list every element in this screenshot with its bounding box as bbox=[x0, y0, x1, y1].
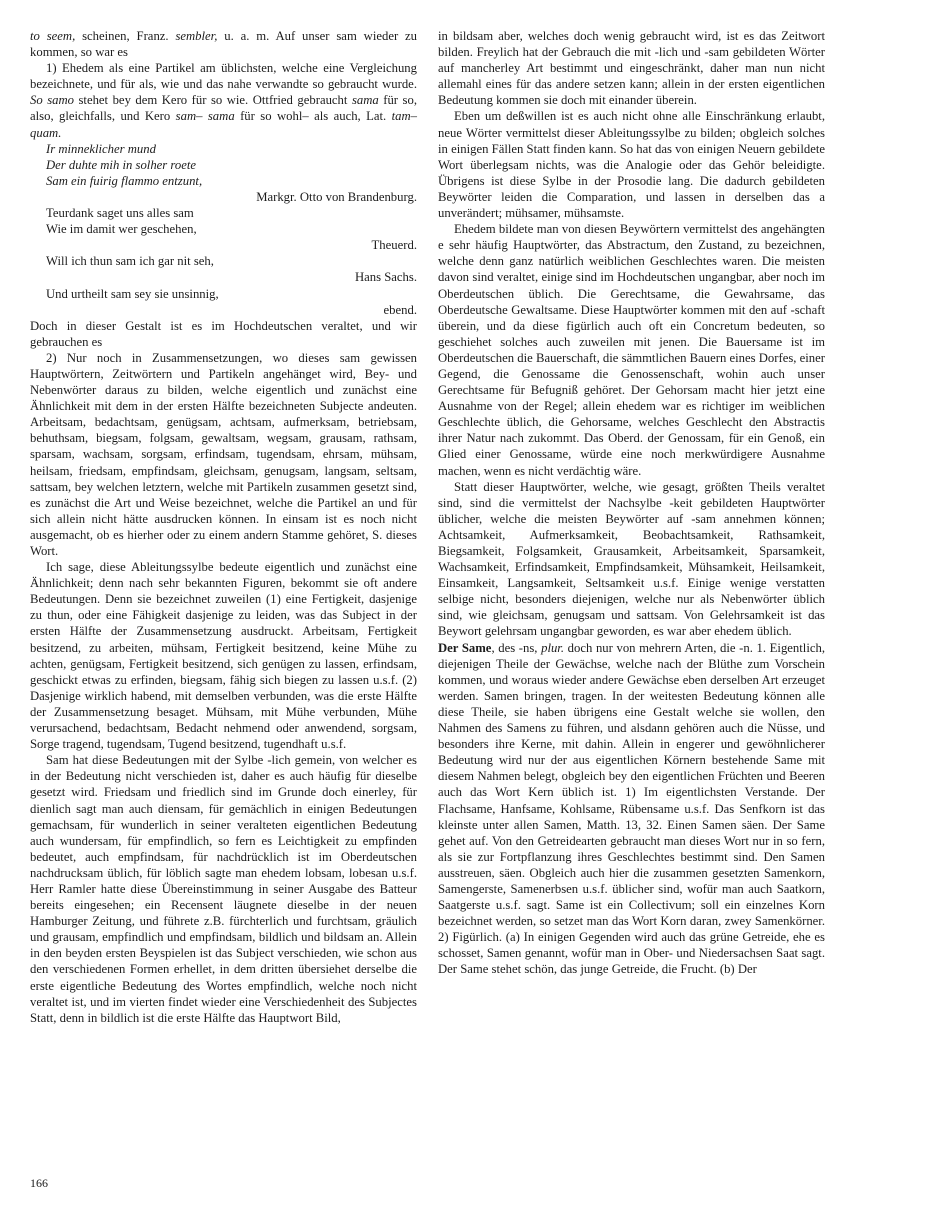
text-run: u. a. m. Auf unser sam wieder zu kommen, so war es bbox=[30, 29, 418, 60]
text-run: scheinen, Franz. bbox=[75, 29, 176, 43]
text-run: doch nur von mehrern Arten, die -n. 1. Eigentlich, diejenigen Theile der Gewächse, welche nach der Blüthe zum Vorschein kommen, und woraus wieder andere Gewächse eben derselben Art erzeuget werden. Samen bringen, tragen. In der weitesten Bedeutung können alle diese Theile, sie haben übrigens eine Gestalt welche sie wollen, den Nahmen des Samens zu führen, und alsdann gehören auch die Nüsse, und besonders ihre Kerne, mit dahin. Allein in engerer und gewöhnlicherer Bedeutung wird nur der aus eigentlichen Körnern bestehende Same mit diesem Nahmen belegt, obgleich bey den eigentlichen Früchten und Beeren auch das Wort Kern üblich ist. 1) Im eigentlichsten Verstande. Der Flachsame, Hanfsame, Kohlsame, Rübensame u.s.f. Das Senfkorn ist das kleinste unter allen Samen, Matth. 13, 32. Einen Samen säen. Der Same gehet auf. Von den Getreidearten gebraucht man dieses Wort nur in so fern, als sie zur Fortpflanzung ihres Geschlechtes bestimmt sind. Den Samen ausstreuen, säen. Obgleich auch hier die zusammen gesetzten Samenkorn, Samengerste, Samenerbsen u.s.f. üblicher sind, wofür man auch Saatkorn, Saatgerste u.s.f. sagt. Same ist ein Collectivum; soll ein einzelnes Korn bezeichnet werden, so setzet man das Wort Korn daran, zwey Samenkörner. 2) Figürlich. (a) In einigen Gegenden wird auch das grüne Getreide, ehe es schosset, Samen genannt, wofür man in Ober- und Niedersachsen Saat sagt. Der Same stehet schön, das junge Getreide, die Frucht. (b) Der bbox=[438, 640, 826, 977]
entry-der-same bbox=[438, 640, 825, 978]
paragraph: Doch in dieser Gestalt ist es im Hochdeutschen veraltet, und wir gebrauchen es bbox=[30, 318, 417, 349]
italic-term: sembler, bbox=[175, 29, 218, 43]
paragraph: Ich sage, diese Ableitungssylbe bedeute eigentlich und zunächst eine Ähnlichkeit; denn nach sehr bekannten Figuren, bekommt sie oft andere Bedeutungen. Denn sie bezeichnet zuweilen (1) eine Fertigkeit, dasjenige zu thun, oder eine Fähigkeit dasjenige zu leiden, was das Subject in der ersten Hälfte der Zusammensetzung ausdruckt. Arbeitsam, Fertigkeit besitzend, zu arbeiten, mühsam, Fertigkeit besitzend, keine Mühe zu achten, genügsam, Fertigkeit besitzend, sich genügen zu lassen, erfindsam, geschickt etwas zu erfinden, biegsam, fähig sich biegen zu lassen u.s.f. (2) Dasjenige wirklich habend, mit demselben verbunden, was die erste Hälfte der Zusammensetzung besaget. Mühsam, mit Mühe verbunden, Mühe verursachend, bedachtsam, Bedacht nehmend oder anwendend, sorgsam, Sorge tragend, tugendsam, Tugend besitzend, tugendhaft u.s.f. bbox=[30, 560, 417, 752]
sense-1-paragraph bbox=[30, 60, 417, 140]
italic-term: So samo bbox=[30, 93, 74, 108]
text-run: für so wohl– als auch, Lat. bbox=[234, 109, 392, 124]
page-number: 166 bbox=[30, 1176, 48, 1190]
verse-line: Ir minneklicher mund bbox=[46, 141, 156, 156]
text-run: , des -ns, bbox=[491, 640, 542, 655]
verse-line: Wie im damit wer geschehen, bbox=[46, 222, 197, 237]
text-run: für so, also, gleichfalls, und Kero bbox=[30, 93, 417, 124]
text-run: 1) Ehedem als eine Partikel am üblichsten, welche eine Vergleichung bezeichnete, und für als, wie und das nahe verwandte so gebraucht wurde. bbox=[30, 61, 417, 92]
verse-line: Und urtheilt sam sey sie unsinnig, bbox=[46, 286, 219, 301]
paragraph: Sam hat diese Bedeutungen mit der Sylbe -lich gemein, von welcher es in der Bedeutung nicht verschieden ist, daher es auch häufig für dieselbe gesetzt wird. Friedsam und friedlich sind im Grunde doch einerley, für dienlich sagt man auch diensam, für gemächlich in einigen Bedeutungen gemachsam, für wunderlich in seiner veralteten eigentlichen Bedeutung auch wundersam, für empfindlich, so fern es Leichtigkeit zu empfinden bedeutet, auch empfindsam, für nachdrücklich ist im Oberdeutschen nachdrucksam üblich, für löblich sagte man ehedem lobsam, lobesan u.s.f. Herr Ramler hatte diese Übereinstimmung in seiner Ausgabe des Batteur bereits eingesehen; ein Recensent läugnete dieselbe in der neuen Hamburger Zeitung, und führete z.B. fürchterlich und furchtsam, gräulich und grausam, empfindlich und empfindsam, bildlich und bildsam an. Allein in den beyden ersten Beyspielen ist das Subject verschieden, wie schon aus den verschiedenen Formen erhellet, in dem dritten übersiehet derselbe die erste eigentliche Bedeutung des Wortes empfindlich, welche noch nicht veraltet ist, und im vierten findet wieder eine Verschiedenheit des Subjectes Statt, denn in bildlich ist die erste Hälfte das Hauptwort Bild, bbox=[30, 753, 417, 1025]
right-column bbox=[438, 28, 825, 978]
quote-source: ebend. bbox=[383, 302, 417, 317]
verse-line: Teurdank saget uns alles sam bbox=[46, 206, 194, 221]
text-run: stehet bey dem Kero für so wie. Ottfried gebraucht bbox=[73, 93, 352, 108]
continuation-paragraph bbox=[30, 28, 417, 60]
sense-2-paragraph: 2) Nur noch in Zusammensetzungen, wo dieses sam gewissen Hauptwörtern, Zeitwörtern und Partikeln angehänget wird, Bey- und Nebenwörter daraus zu bilden, welche eigentlich und zunächst eine Ähnlichkeit mit dem in der ersten Hälfte bezeichneten Subjecte andeuten. Arbeitsam, bedachtsam, genügsam, achtsam, aufmerksam, betriebsam, behuthsam, biegsam, folgsam, gewaltsam, wegsam, grausam, rathsam, sparsam, wachsam, sorgsam, erfindsam, tugendsam, ehrsam, mühsam, heilsam, friedsam, empfindsam, gleichsam, genugsam, langsam, seltsam, sattsam, bey welchen letztern, welche mit Partikeln zusammen gesetzt sind, es zunächst die Art und Weise bezeichnet, welche die Partikel an und für sich allein nicht hätte ausdrucken können. In einsam ist es noch nicht ausgemacht, ob es hierher oder zu einem andern Stamme gehöret, S. dieses Wort. bbox=[30, 350, 417, 558]
verse-line: Sam ein fuirig flammo entzunt, bbox=[46, 173, 203, 188]
italic-term: to seem, bbox=[30, 29, 76, 43]
entry-headword: Der Same bbox=[438, 640, 492, 655]
italic-term: tam– quam. bbox=[30, 109, 418, 140]
italic-term: plur. bbox=[541, 640, 565, 655]
quote-source: Hans Sachs. bbox=[354, 270, 417, 285]
dictionary-page bbox=[30, 28, 910, 1188]
quote-source: Markgr. Otto von Brandenburg. bbox=[256, 189, 417, 204]
paragraph: Eben um deßwillen ist es auch nicht ohne alle Einschränkung erlaubt, neue Wörter vermittelst dieser Ableitungssylbe zu bilden; obgleich solches in einigen Fällen Statt finden kann. So hat das von einigen Neuern gebildete Wort überlegsam nichts, was die Analogie oder das Gehör beleidigte. Übrigens ist diese Sylbe in der Prosodie lang. Die dadurch gebildeten Beywörter leiden die Comparation, und lassen in derselben das a unverändert; mühsamer, mühsamste. bbox=[438, 109, 825, 221]
paragraph: Statt dieser Hauptwörter, welche, wie gesagt, größten Theils veraltet sind, sind die vermittelst der Nachsylbe -keit gebildeten Hauptwörter üblicher, welche die meisten Beywörter auf -sam annehmen können; Achtsamkeit, Aufmerksamkeit, Beobachtsamkeit, Rathsamkeit, Biegsamkeit, Folgsamkeit, Grausamkeit, Arbeitsamkeit, Sparsamkeit, Wachsamkeit, Erfindsamkeit, Empfindsamkeit, Mühsamkeit, Heilsamkeit, Einsamkeit, Langsamkeit, Seltsamkeit u.s.f. Einige wenige verstatten selbige nicht, besonders diejenigen, welche nur als Nebenwörter üblich sind, wie gleichsam, genugsam und sattsam. Von Gelehrsamkeit ist das Beywort gelehrsam ungangbar geworden, es war aber ehedem üblich. bbox=[438, 479, 825, 639]
italic-term: sam– sama bbox=[175, 109, 235, 124]
continuation-paragraph: in bildsam aber, welches doch wenig gebraucht wird, ist es das Zeitwort bilden. Freylich hat der Gebrauch die mit -lich und -sam gebildeten Wörter auf mancherley Art bestimmt und eingeschränkt, daher man nun nicht allemahl eines für das andere setzen kann; allein in der ersten eigentlichen Bedeutung kommen sie doch mit einander überein. bbox=[438, 29, 825, 108]
verse-line: Der duhte mih in solher roete bbox=[46, 157, 196, 172]
quote-source: Theuerd. bbox=[371, 238, 417, 253]
verse-line: Will ich thun sam ich gar nit seh, bbox=[46, 254, 214, 269]
paragraph: Ehedem bildete man von diesen Beywörtern vermittelst des angehängten e sehr häufig Hauptwörter, das Abstractum, den Zustand, zu bezeichnen, welche denn ganz natürlich weiblichen Geschlechtes waren. Die meisten davon sind veraltet, einige sind im Hochdeutschen ungangbar, aber noch im Oberdeutschen üblich. Die Gerechtsame, die Gewahrsame, das Oberdeutsche Gewaltsame. Diese Hauptwörter kommen mit den auf -schaft überein, und da diese figürlich auch oft ein Concretum bedeuten, so geschiehet solches auch zuweilen mit jenen. Die Bauersame ist im Oberdeutschen die Bauerschaft, die sämmtlichen Bauern eines Dorfes, einer Gegend, die Genossame die Genossenschaft, wohin auch unser Gerechtsame für Befugniß gehöret. Der Gehorsam macht hier jetzt eine Ausnahme von der Regel; allein ehedem war es richtiger im weiblichen Geschlechte üblich, die Gehorsame, welches Geschlecht den Abstractis ihrer Natur nach zukommt. Das Oberd. der Genossam, für ein Genoß, ein Glied einer Genossame, würde eine noch merkwürdigere Ausnahme machen, wenn es nicht verdächtig wäre. bbox=[438, 222, 825, 478]
left-column bbox=[30, 28, 417, 1026]
italic-term: sama bbox=[351, 93, 379, 108]
